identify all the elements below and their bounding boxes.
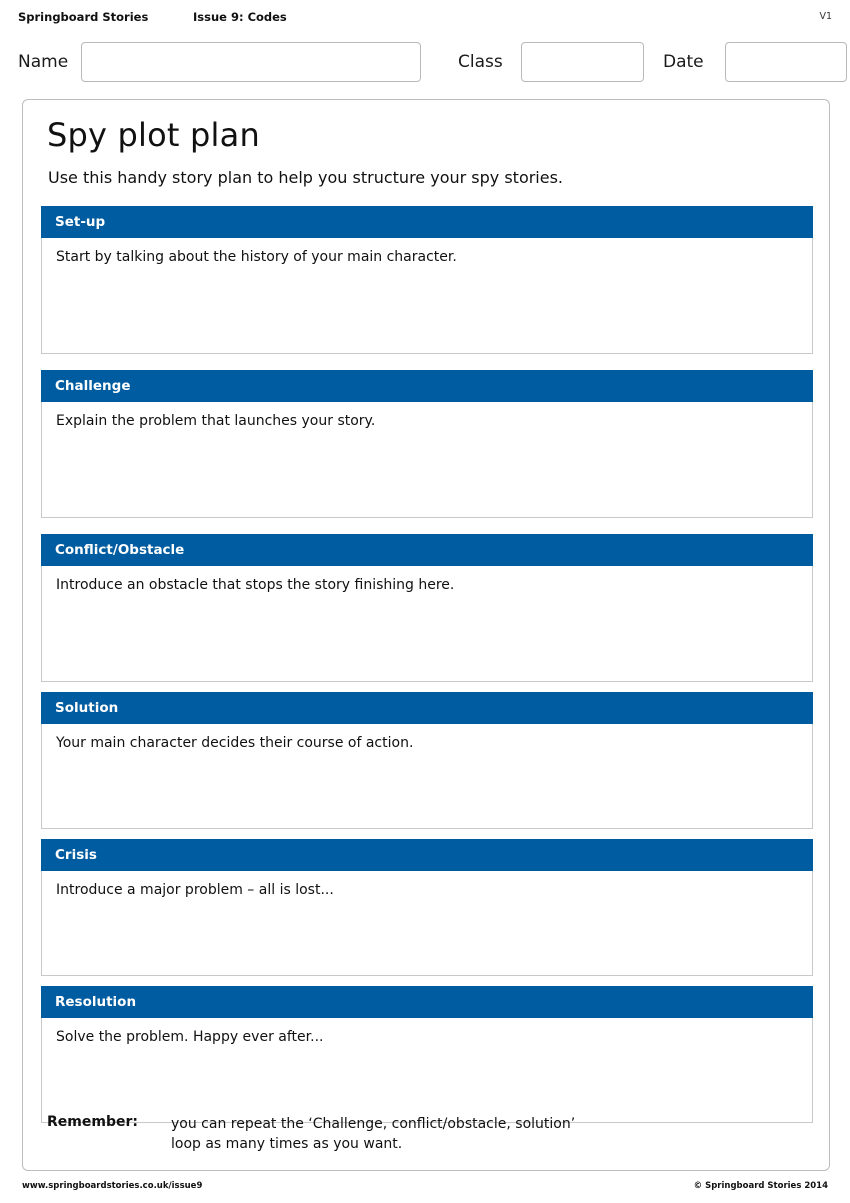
remember-line-2: loop as many times as you want.	[171, 1136, 403, 1152]
date-label: Date	[663, 52, 704, 72]
section-heading: Solution	[41, 692, 813, 724]
date-input[interactable]	[725, 42, 847, 82]
class-label: Class	[458, 52, 503, 72]
section-answer-area[interactable]	[41, 1018, 813, 1123]
brand-name: Springboard Stories	[18, 10, 149, 24]
section-solution	[41, 692, 813, 829]
section-prompt: Introduce a major problem – all is lost...	[56, 882, 334, 898]
footer-website-link[interactable]: www.springboardstories.co.uk/issue9	[22, 1181, 203, 1191]
section-heading: Crisis	[41, 839, 813, 871]
page-footer	[22, 1181, 828, 1195]
name-input[interactable]	[81, 42, 421, 82]
name-label: Name	[18, 52, 69, 72]
section-prompt: Solve the problem. Happy ever after...	[56, 1029, 324, 1045]
plot-sections	[41, 206, 813, 1123]
footer-copyright: © Springboard Stories 2014	[693, 1181, 828, 1191]
section-resolution	[41, 986, 813, 1123]
section-heading: Conflict/Obstacle	[41, 534, 813, 566]
remember-text	[171, 1114, 575, 1154]
section-crisis	[41, 839, 813, 976]
spacer	[41, 354, 813, 370]
section-challenge	[41, 370, 813, 518]
remember-label: Remember:	[47, 1114, 138, 1130]
identity-row	[18, 40, 832, 88]
spacer	[41, 682, 813, 692]
section-answer-area[interactable]	[41, 566, 813, 682]
section-prompt: Start by talking about the history of your main character.	[56, 249, 457, 265]
worksheet-card	[22, 99, 830, 1171]
section-prompt: Explain the problem that launches your story.	[56, 413, 376, 429]
spacer	[41, 976, 813, 986]
section-heading: Resolution	[41, 986, 813, 1018]
section-conflict-obstacle	[41, 534, 813, 682]
spacer	[41, 518, 813, 534]
issue-label: Issue 9: Codes	[193, 10, 287, 24]
version-label: V1	[819, 11, 832, 22]
section-heading: Challenge	[41, 370, 813, 402]
section-heading: Set-up	[41, 206, 813, 238]
section-answer-area[interactable]	[41, 238, 813, 354]
section-set-up	[41, 206, 813, 354]
section-answer-area[interactable]	[41, 871, 813, 976]
section-answer-area[interactable]	[41, 402, 813, 518]
section-prompt: Your main character decides their course of action.	[56, 735, 414, 751]
section-prompt: Introduce an obstacle that stops the story finishing here.	[56, 577, 455, 593]
section-answer-area[interactable]	[41, 724, 813, 829]
page-header	[18, 10, 832, 32]
remember-line-1: you can repeat the ‘Challenge, conflict/obstacle, solution’	[171, 1116, 576, 1132]
spacer	[41, 829, 813, 839]
class-input[interactable]	[521, 42, 644, 82]
page-subtitle: Use this handy story plan to help you structure your spy stories.	[48, 168, 564, 187]
page-title: Spy plot plan	[47, 116, 260, 154]
